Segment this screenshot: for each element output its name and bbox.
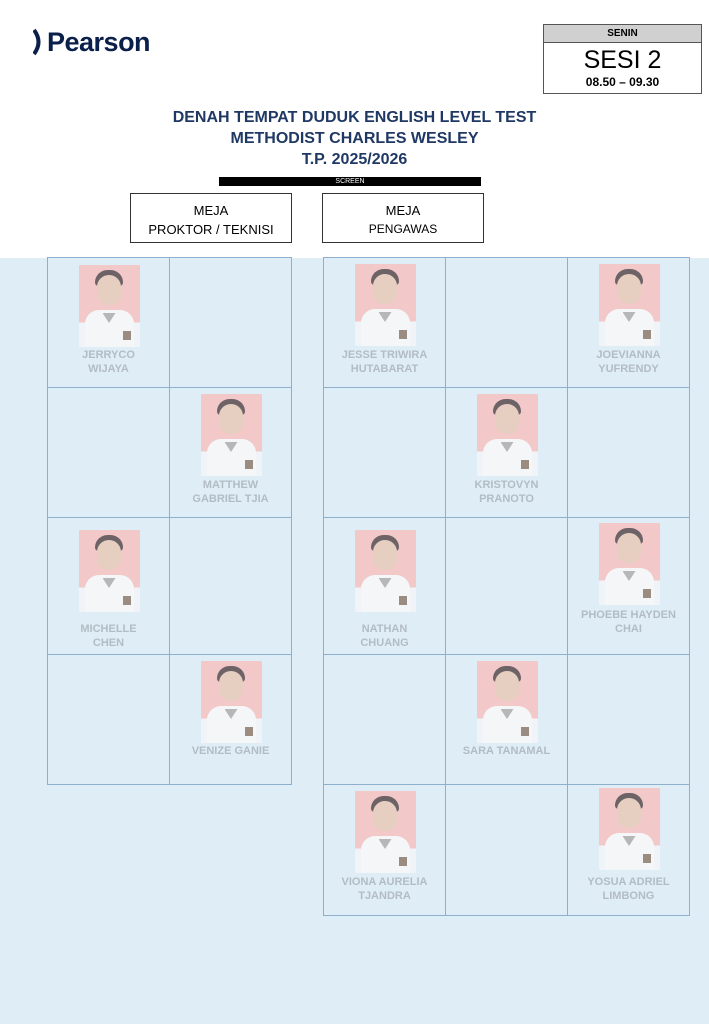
title-line-1: DENAH TEMPAT DUDUK ENGLISH LEVEL TEST — [172, 109, 537, 126]
desk-pengawas — [322, 193, 484, 243]
student-photo — [599, 523, 660, 605]
student-name: VIONA AURELIA TJANDRA — [341, 876, 428, 902]
student-name: NATHAN CHUANG — [360, 623, 409, 649]
seat-cell-empty — [170, 258, 292, 388]
desk-pengawas-label: PENGAWAS — [368, 222, 438, 236]
pearson-mark-icon — [33, 28, 45, 56]
student-photo — [355, 530, 416, 612]
student-photo — [599, 788, 660, 870]
brand-name: Pearson — [47, 26, 151, 57]
student-photo — [355, 264, 416, 346]
student-name: PHOEBE HAYDEN CHAI — [581, 609, 676, 635]
student-name: JESSE TRIWIRA HUTABARAT — [341, 349, 428, 375]
seat-cell — [324, 258, 446, 388]
seat-cell — [48, 518, 170, 655]
desk-proktor-label: PROKTOR / TEKNISI — [148, 222, 274, 237]
seat-cell — [446, 655, 568, 785]
session-time: 08.50 – 09.30 — [585, 75, 660, 89]
seat-cell-empty — [446, 785, 568, 916]
desk-proktor-title: MEJA — [193, 203, 229, 218]
seat-cell-empty — [446, 258, 568, 388]
student-photo — [599, 264, 660, 346]
desk-pengawas-title: MEJA — [385, 203, 421, 218]
desk-proktor — [130, 193, 292, 243]
student-name: SARA TANAMAL — [462, 745, 551, 757]
student-photo — [201, 394, 262, 476]
seat-cell-empty — [446, 518, 568, 655]
seat-cell-empty — [48, 655, 170, 785]
session-box — [543, 24, 702, 94]
seat-cell-empty — [170, 518, 292, 655]
student-name: MATTHEW GABRIEL TJIA — [192, 479, 269, 505]
student-photo — [79, 530, 140, 612]
student-photo — [201, 661, 262, 743]
seat-cell-empty — [568, 388, 690, 518]
seat-cell — [568, 785, 690, 916]
session-name: SESI 2 — [583, 46, 662, 74]
seat-cell — [170, 655, 292, 785]
student-name: VENIZE GANIE — [191, 745, 270, 757]
left-seating-grid — [47, 257, 292, 785]
seat-cell — [48, 258, 170, 388]
student-photo — [477, 661, 538, 743]
seat-cell — [170, 388, 292, 518]
pearson-logo — [33, 26, 150, 58]
seat-cell-empty — [324, 388, 446, 518]
seat-cell — [324, 785, 446, 916]
student-name: JOEVIANNA YUFRENDY — [596, 349, 661, 375]
seat-cell-empty — [48, 388, 170, 518]
student-name: YOSUA ADRIEL LIMBONG — [587, 876, 670, 902]
title-line-3: T.P. 2025/2026 — [301, 151, 408, 168]
screen-bar: SCREEN — [219, 177, 481, 186]
student-photo — [355, 791, 416, 873]
student-name: KRISTOVYN PRANOTO — [474, 479, 539, 505]
session-day: SENIN — [544, 25, 701, 43]
seat-cell-empty — [568, 655, 690, 785]
student-photo — [477, 394, 538, 476]
student-name: MICHELLE CHEN — [80, 623, 137, 649]
seat-cell — [446, 388, 568, 518]
seat-cell-empty — [324, 655, 446, 785]
student-name: JERRYCO WIJAYA — [82, 349, 135, 375]
seat-cell — [568, 258, 690, 388]
seat-cell — [324, 518, 446, 655]
title-line-2: METHODIST CHARLES WESLEY — [230, 130, 479, 147]
right-seating-grid — [323, 257, 690, 916]
student-photo — [79, 265, 140, 347]
seat-cell — [568, 518, 690, 655]
